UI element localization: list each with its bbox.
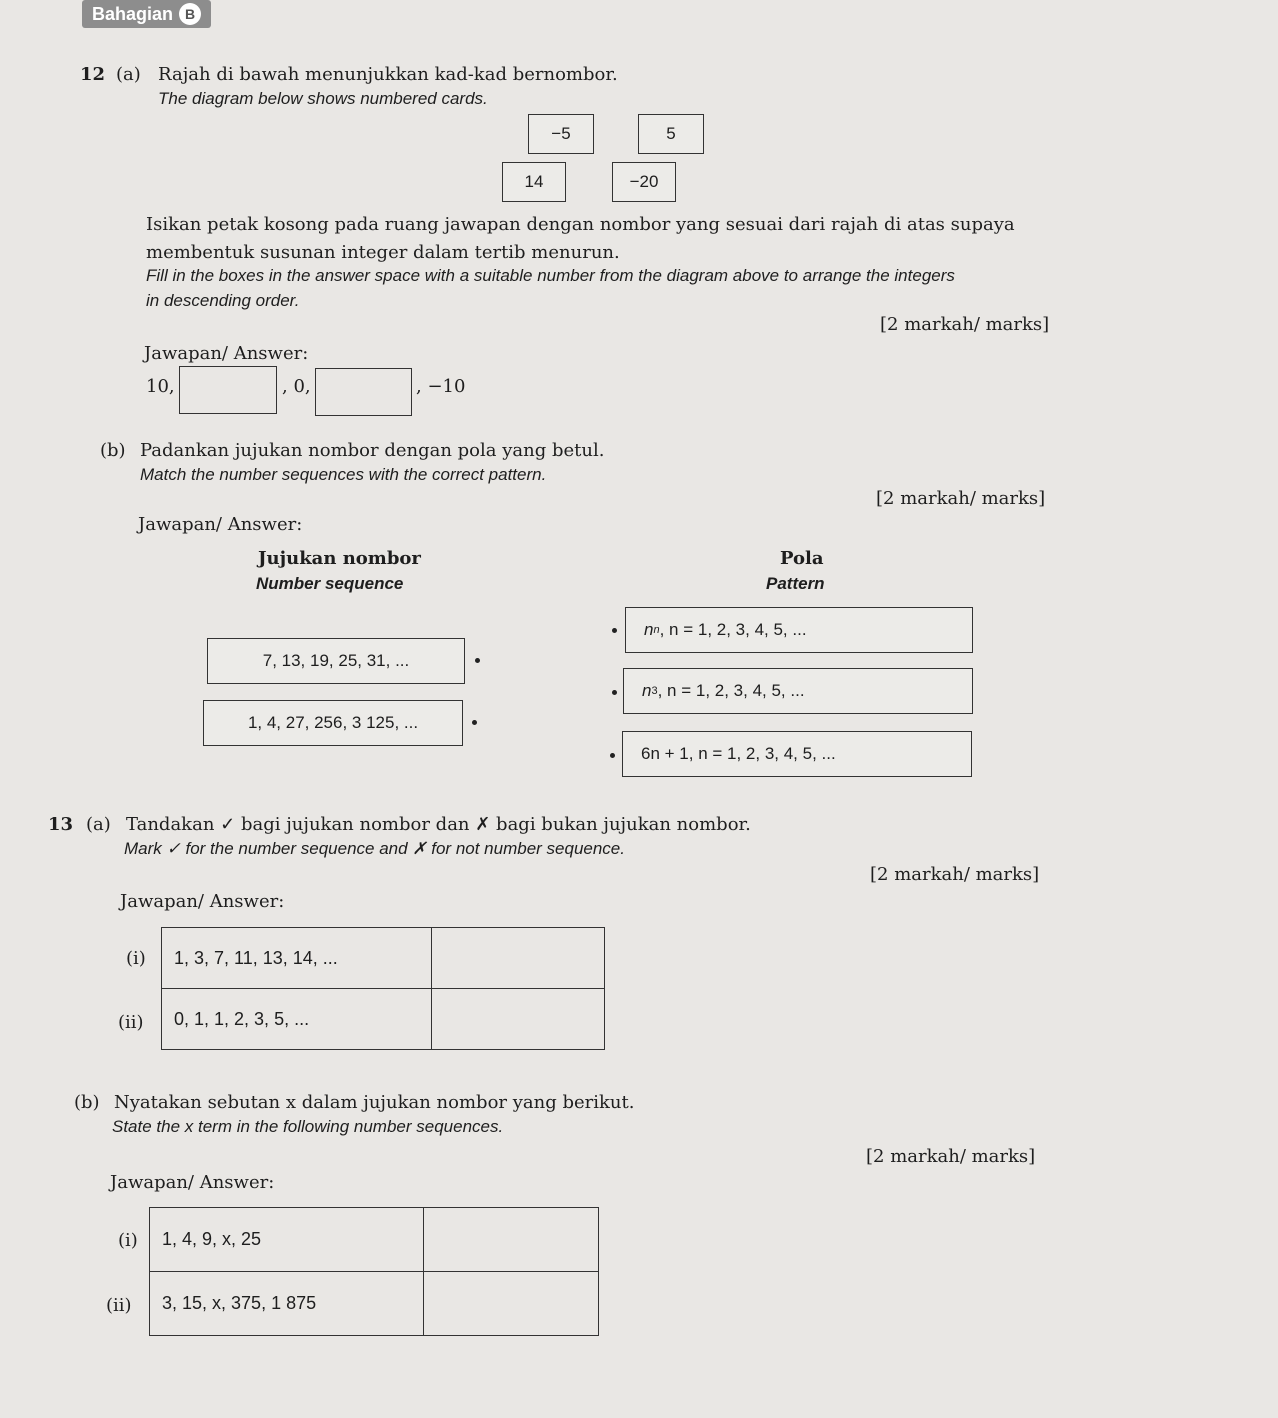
pattern-base: n [642, 681, 652, 700]
seq-mid: , 0, [282, 376, 311, 397]
table-cell-answer[interactable] [424, 1272, 599, 1336]
pattern-dot-1[interactable] [612, 628, 617, 633]
section-badge [82, 0, 211, 28]
table-cell-sequence: 0, 1, 1, 2, 3, 5, ... [162, 989, 432, 1050]
q13a-table [161, 927, 605, 1050]
table-cell-sequence: 1, 4, 9, x, 25 [150, 1208, 424, 1272]
card-5: 5 [638, 114, 704, 154]
table-cell-sequence: 1, 3, 7, 11, 13, 14, ... [162, 928, 432, 989]
seq-last: , −10 [416, 376, 466, 397]
q13b-text-en: State the x term in the following number sequences. [112, 1117, 504, 1136]
q12b-marks: [2 markah/ marks] [876, 488, 1046, 509]
answer-box-1[interactable] [179, 366, 277, 414]
sequence-box-2 [203, 700, 463, 746]
answer-box-2[interactable] [315, 368, 412, 416]
col-right-en: Pattern [766, 574, 825, 593]
q12a-instr-ms-2: membentuk susunan integer dalam tertib menurun. [146, 242, 620, 263]
q12a-answer-label: Jawapan/ Answer: [144, 343, 309, 364]
sequence-text: 7, 13, 19, 25, 31, ... [262, 651, 410, 670]
q12a-instr-en-1: Fill in the boxes in the answer space with a suitable number from the diagram above to arrange the integers [146, 266, 955, 285]
table-row [162, 928, 605, 989]
pattern-box-3 [622, 731, 972, 777]
pattern-box-2 [623, 668, 973, 714]
pattern-exponent: n [653, 624, 660, 636]
card-minus-20: −20 [612, 162, 676, 202]
pattern-dot-3[interactable] [610, 753, 615, 758]
q12-number: 12 [80, 64, 106, 85]
card-14: 14 [502, 162, 566, 202]
section-label: Bahagian [92, 3, 174, 24]
col-right-ms: Pola [780, 548, 824, 569]
sequence-box-1 [207, 638, 465, 684]
pattern-box-1 [625, 607, 973, 653]
col-left-ms: Jujukan nombor [258, 548, 421, 569]
table-cell-answer[interactable] [432, 928, 605, 989]
pattern-dot-2[interactable] [612, 690, 617, 695]
pattern-rest: , n = 1, 2, 3, 4, 5, ... [659, 620, 807, 639]
q13a-text-en: Mark ✓ for the number sequence and ✗ for not number sequence. [124, 839, 625, 858]
q13a-row-label-1: (i) [126, 948, 146, 969]
table-cell-sequence: 3, 15, x, 375, 1 875 [150, 1272, 424, 1336]
q12a-label: (a) [116, 64, 141, 85]
q13b-text-ms: Nyatakan sebutan x dalam jujukan nombor yang berikut. [114, 1092, 635, 1113]
q12a-instr-ms-1: Isikan petak kosong pada ruang jawapan dengan nombor yang sesuai dari rajah di atas supaya [146, 214, 1015, 235]
q13b-row-label-2: (ii) [106, 1295, 132, 1316]
q12b-label: (b) [100, 440, 126, 461]
pattern-rest: , n = 1, 2, 3, 4, 5, ... [657, 681, 805, 700]
q13a-label: (a) [86, 814, 111, 835]
sequence-dot-1[interactable] [475, 658, 480, 663]
table-cell-answer[interactable] [432, 989, 605, 1050]
pattern-exponent: 3 [651, 685, 658, 697]
q13a-text-ms: Tandakan ✓ bagi jujukan nombor dan ✗ bagi bukan jujukan nombor. [126, 814, 751, 835]
q13a-marks: [2 markah/ marks] [870, 864, 1040, 885]
table-cell-answer[interactable] [424, 1208, 599, 1272]
pattern-base: n [644, 620, 654, 639]
q12a-text-ms: Rajah di bawah menunjukkan kad-kad bernombor. [158, 64, 618, 85]
pattern-base: 6n + 1 [641, 744, 689, 763]
q13-number: 13 [48, 814, 74, 835]
pattern-rest: , n = 1, 2, 3, 4, 5, ... [688, 744, 836, 763]
sequence-dot-2[interactable] [472, 720, 477, 725]
q12b-text-ms: Padankan jujukan nombor dengan pola yang betul. [140, 440, 605, 461]
q12b-answer-label: Jawapan/ Answer: [138, 514, 303, 535]
q13b-table [149, 1207, 599, 1336]
q12a-marks: [2 markah/ marks] [880, 314, 1050, 335]
q13b-label: (b) [74, 1092, 100, 1113]
table-row [150, 1272, 599, 1336]
q13a-row-label-2: (ii) [118, 1012, 144, 1033]
q12a-instr-en-2: in descending order. [146, 291, 300, 310]
col-left-en: Number sequence [256, 574, 404, 593]
q12a-text-en: The diagram below shows numbered cards. [158, 89, 488, 108]
seq-first: 10, [146, 376, 175, 397]
q13a-answer-label: Jawapan/ Answer: [120, 891, 285, 912]
q13b-row-label-1: (i) [118, 1230, 138, 1251]
q13b-marks: [2 markah/ marks] [866, 1146, 1036, 1167]
q13b-answer-label: Jawapan/ Answer: [110, 1172, 275, 1193]
q12b-text-en: Match the number sequences with the correct pattern. [140, 465, 547, 484]
card-minus-5: −5 [528, 114, 594, 154]
table-row [150, 1208, 599, 1272]
sequence-text: 1, 4, 27, 256, 3 125, ... [247, 713, 419, 732]
table-row [162, 989, 605, 1050]
section-letter: B [179, 3, 201, 25]
